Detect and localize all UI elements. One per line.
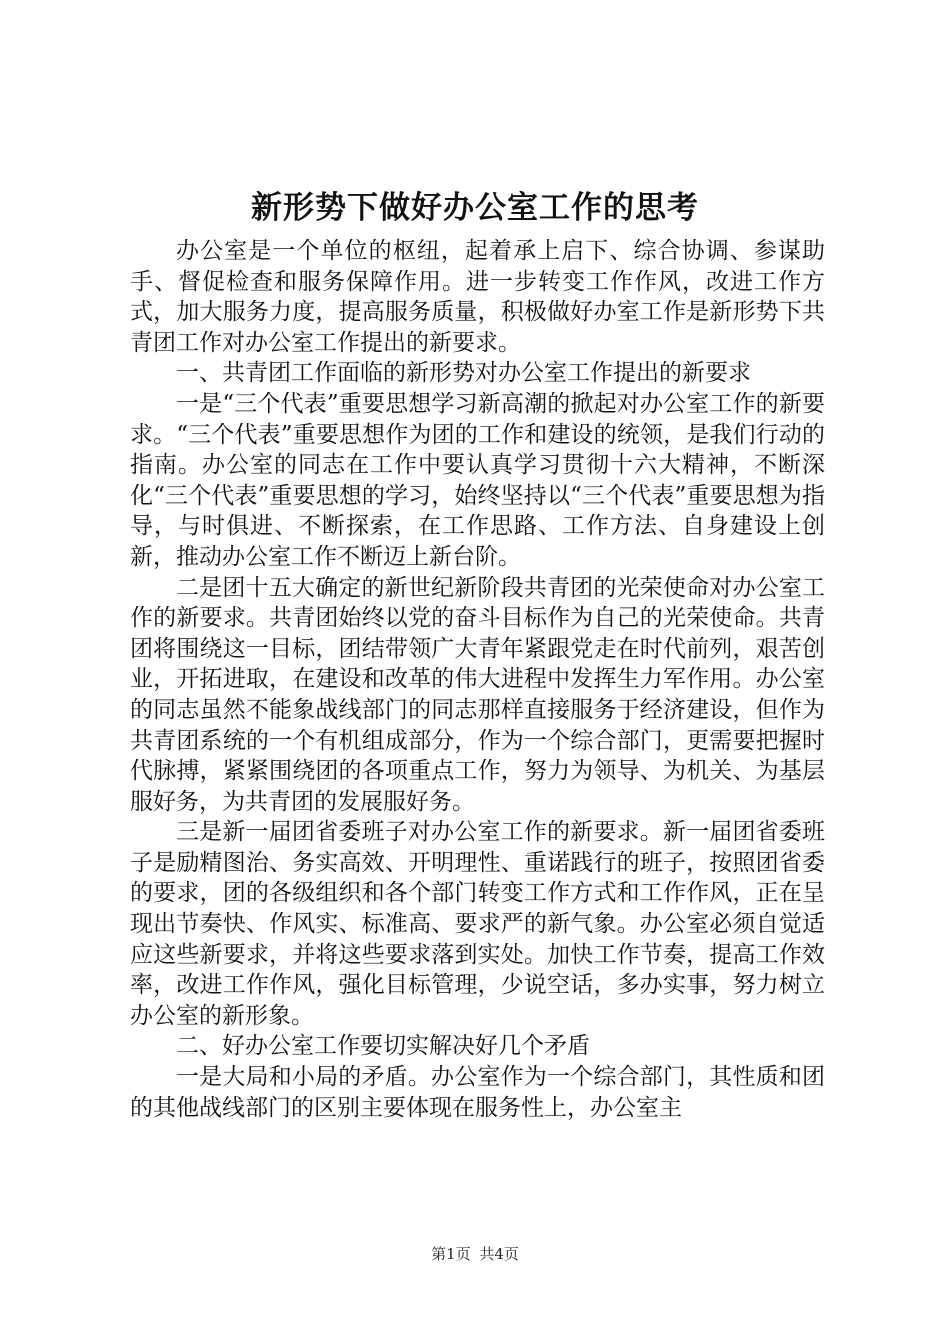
page-number: 第1页 [431, 1245, 471, 1263]
page-footer [0, 1244, 950, 1264]
document-title: 新形势下做好办公室工作的思考 [251, 190, 699, 226]
body-paragraph: 三是新一届团省委班子对办公室工作的新要求。新一届团省委班子是励精图治、务实高效、开明理性、重诺践行的班子，按照团省委的要求，团的各级组织和各个部门转变工作方式和工作作风，正在呈现出节奏快、作风实、标准高、要求严的新气象。办公室必须自觉适应这些新要求，并将这些要求落到实处。加快工作节奏，提高工作效率，改进工作作风，强化目标管理，少说空话，多办实事，努力树立办公室的新形象。 [130, 819, 825, 1029]
body-paragraph: 一是大局和小局的矛盾。办公室作为一个综合部门，其性质和团的其他战线部门的区别主要体现在服务性上，办公室主 [130, 1064, 825, 1121]
intro-paragraph: 办公室是一个单位的枢纽，起着承上启下、综合协调、参谋助手、督促检查和服务保障作用。进一步转变工作作风，改进工作方式，加大服务力度，提高服务质量，积极做好办室工作是新形势下共青团工作对办公室工作提出的新要求。 [130, 238, 825, 356]
body-paragraph: 一是“三个代表”重要思想学习新高潮的掀起对办公室工作的新要求。“三个代表”重要思想作为团的工作和建设的统领，是我们行动的指南。办公室的同志在工作中要认真学习贯彻十六大精神，不断深化“三个代表”重要思想的学习，始终坚持以“三个代表”重要思想为指导，与时俱进、不断探索，在工作思路、工作方法、自身建设上创新，推动办公室工作不断迈上新台阶。 [130, 390, 825, 570]
document-body [130, 236, 825, 1123]
section-heading-1: 一、共青团工作面临的新形势对办公室工作提出的新要求 [176, 360, 751, 387]
page-total: 共4页 [479, 1245, 519, 1263]
section-heading-2: 二、好办公室工作要切实解决好几个矛盾 [176, 1033, 590, 1060]
body-paragraph: 二是团十五大确定的新世纪新阶段共青团的光荣使命对办公室工作的新要求。共青团始终以党的奋斗目标作为自己的光荣使命。共青团将围绕这一目标，团结带领广大青年紧跟党走在时代前列，艰苦创业，开拓进取，在建设和改革的伟大进程中发挥生力军作用。办公室的同志虽然不能象战线部门的同志那样直接服务于经济建设，但作为共青团系统的一个有机组成部分，作为一个综合部门，更需要把握时代脉搏，紧紧围绕团的各项重点工作，努力为领导、为机关、为基层服好务，为共青团的发展服好务。 [130, 574, 825, 815]
